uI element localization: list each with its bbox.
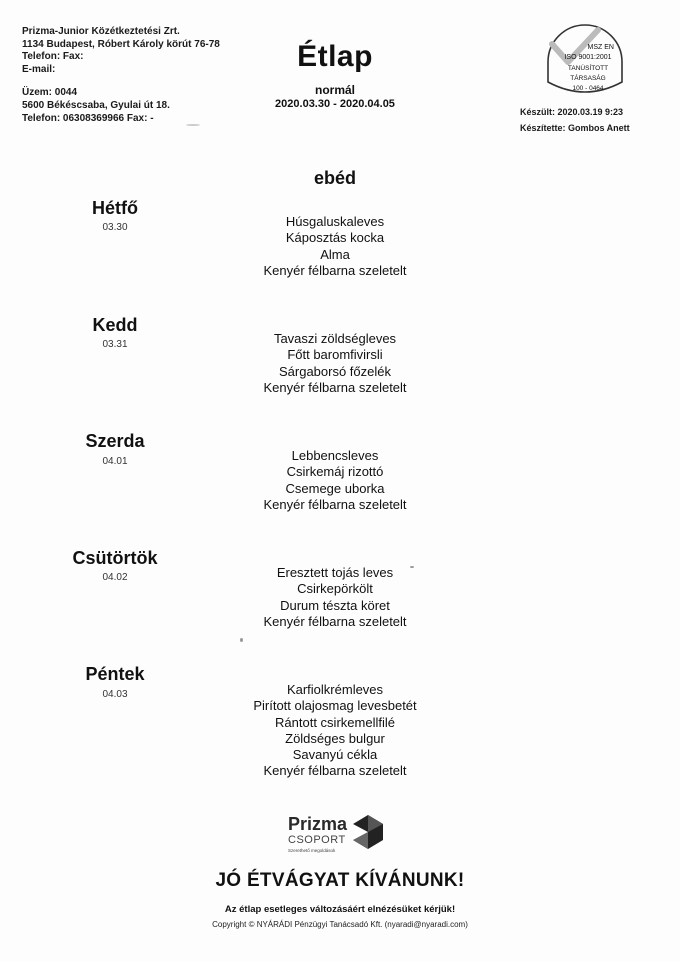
menu-item: Eresztett tojás leves bbox=[276, 565, 394, 580]
menu-item: Kenyér félbarna szeletelt bbox=[263, 379, 407, 395]
company-phone-fax: Telefon: Fax: bbox=[22, 51, 84, 62]
scan-speck bbox=[410, 566, 414, 568]
plant-id: Üzem: 0044 bbox=[22, 87, 78, 98]
menu-item: Tavaszi zöldségleves bbox=[273, 331, 397, 346]
company-address: 1134 Budapest, Róbert Károly körút 76-78 bbox=[22, 38, 220, 50]
menu-item: Kenyér félbarna szeletelt bbox=[263, 262, 407, 278]
menu-item: Lebbencsleves bbox=[291, 448, 379, 463]
company-info bbox=[22, 26, 220, 76]
day-menu-monday bbox=[210, 214, 460, 279]
scan-speck bbox=[240, 638, 243, 642]
created-by: Készítette: Gombos Anett bbox=[520, 123, 630, 133]
day-date-tuesday: 03.31 bbox=[102, 339, 128, 350]
menu-item: Alma bbox=[320, 246, 350, 262]
menu-item: Kenyér félbarna szeletelt bbox=[263, 763, 407, 779]
day-name-thursday: Csütörtök bbox=[72, 548, 158, 568]
prism-icon bbox=[353, 815, 383, 849]
plant-phone: Telefon: 06308369966 Fax: - bbox=[22, 113, 154, 124]
menu-item: Csirkepörkölt bbox=[297, 581, 373, 597]
menu-item: Kenyér félbarna szeletelt bbox=[263, 613, 407, 629]
day-name-tuesday: Kedd bbox=[92, 315, 138, 335]
menu-item: Kenyér félbarna szeletelt bbox=[263, 496, 407, 512]
menu-item: Pirított olajosmag levesbetét bbox=[253, 698, 417, 714]
day-menu-thursday bbox=[210, 565, 460, 630]
change-notice: Az étlap esetleges változásáért elnézésüket kérjük! bbox=[224, 904, 456, 915]
plant-address: 5600 Békéscsaba, Gyulai út 18. bbox=[22, 100, 170, 111]
day-date-monday: 03.30 bbox=[102, 222, 128, 233]
cert-line-4: TÁRSASÁG bbox=[570, 75, 606, 82]
cert-line-3: TANÚSÍTOTT bbox=[567, 65, 609, 72]
day-date-friday: 04.03 bbox=[102, 689, 128, 700]
day-date-thursday: 04.02 bbox=[102, 572, 128, 583]
creation-info bbox=[520, 104, 630, 136]
menu-item: Főtt baromfivirsli bbox=[287, 347, 383, 363]
company-name: Prizma-Junior Közétkeztetési Zrt. bbox=[22, 26, 180, 37]
copyright-notice: Copyright © NYÁRÁDI Pénzügyi Tanácsadó Kft. (nyaradi@nyaradi.com) bbox=[212, 920, 468, 929]
day-name-monday: Hétfő bbox=[92, 198, 138, 218]
day-menu-friday bbox=[210, 682, 460, 780]
day-name-wednesday: Szerda bbox=[85, 431, 145, 451]
menu-period: 2020.03.30 - 2020.04.05 bbox=[275, 98, 395, 110]
menu-item: Káposztás kocka bbox=[285, 230, 385, 246]
menu-item: Sárgaborsó főzelék bbox=[278, 363, 391, 379]
menu-item: Húsgaluskaleves bbox=[285, 214, 385, 229]
cert-line-2: ISO 9001:2001 bbox=[564, 54, 612, 61]
iso-certificate-stamp bbox=[542, 22, 628, 100]
menu-item: Csemege uborka bbox=[285, 480, 385, 496]
menu-item: Zöldséges bulgur bbox=[285, 730, 385, 746]
day-menu-wednesday bbox=[210, 448, 460, 513]
menu-item: Savanyú cékla bbox=[292, 747, 378, 763]
logo-name: Prizma bbox=[288, 814, 348, 834]
day-menu-tuesday bbox=[210, 331, 460, 396]
menu-type: normál bbox=[314, 83, 355, 97]
menu-item: Durum tészta köret bbox=[280, 597, 390, 613]
logo-tagline: Szerethető megoldások bbox=[288, 848, 336, 853]
plant-info bbox=[22, 86, 170, 125]
created-date: Készült: 2020.03.19 9:23 bbox=[520, 107, 624, 117]
prizma-logo bbox=[284, 808, 388, 860]
cert-line-1: MSZ EN bbox=[587, 44, 614, 51]
page-title: Étlap bbox=[297, 40, 373, 73]
menu-item: Rántott csirkemellfilé bbox=[275, 714, 395, 730]
day-date-wednesday: 04.01 bbox=[102, 456, 128, 467]
meal-title: ebéd bbox=[313, 168, 356, 188]
company-email: E-mail: bbox=[22, 63, 56, 75]
scan-speck bbox=[186, 124, 200, 126]
closing-wish: JÓ ÉTVÁGYAT KÍVÁNUNK! bbox=[215, 870, 465, 891]
menu-item: Karfiolkrémleves bbox=[286, 682, 384, 697]
cert-line-5: 100 - 0464 bbox=[572, 85, 604, 92]
logo-group: CSOPORT bbox=[288, 834, 346, 846]
menu-item: Csirkemáj rizottó bbox=[286, 464, 384, 480]
day-name-friday: Péntek bbox=[85, 664, 145, 684]
